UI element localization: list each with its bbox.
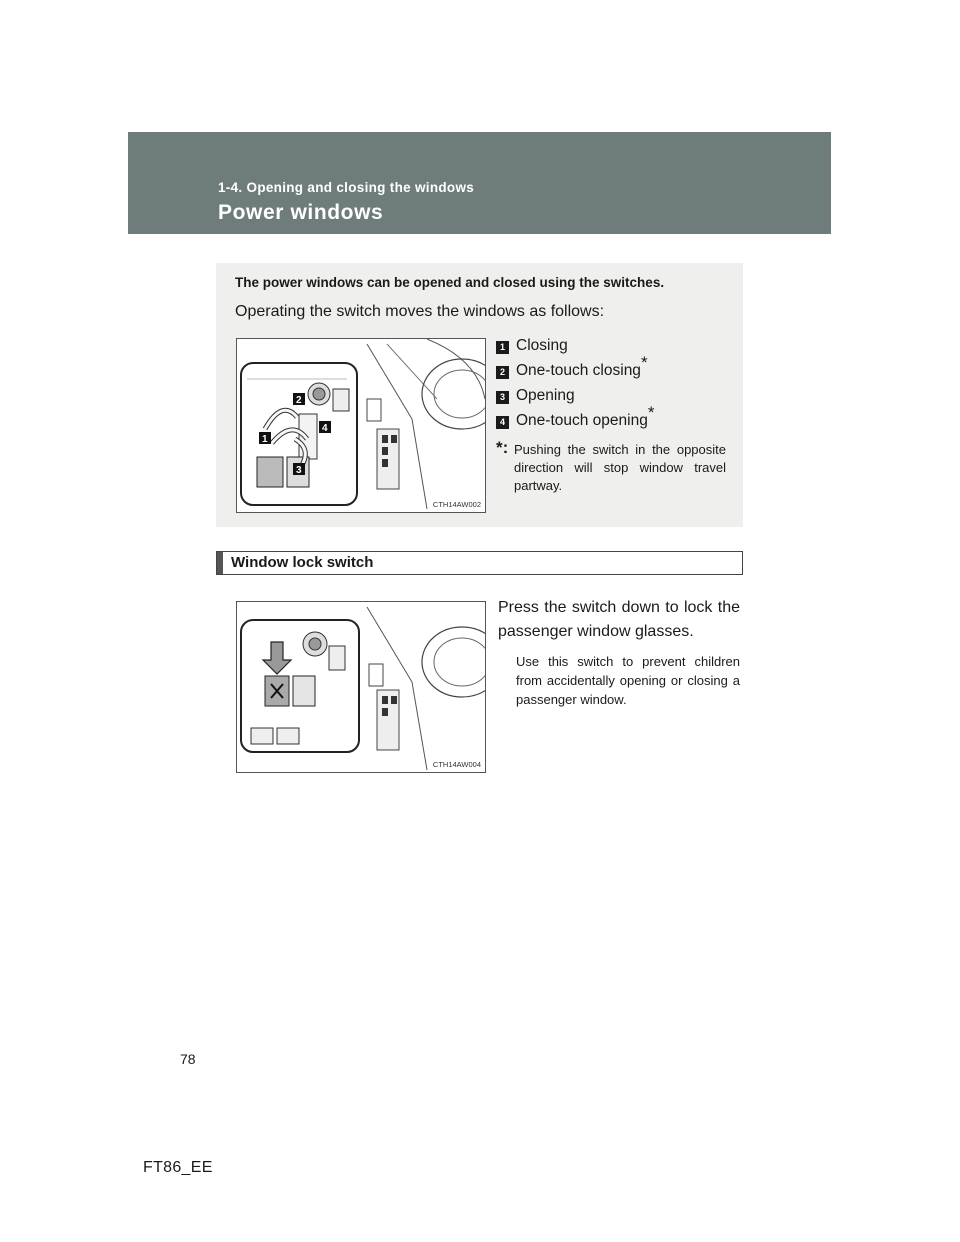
intro-text: The power windows can be opened and closed using the switches.	[235, 275, 665, 290]
lead-text: Operating the switch moves the windows as follows:	[235, 303, 605, 320]
window-lock-switch-figure	[236, 601, 486, 773]
legend-item-one-touch-opening	[496, 402, 726, 437]
legend-label: One-touch closing*	[516, 352, 648, 379]
power-window-switch-figure	[236, 338, 486, 513]
legend-label: One-touch opening*	[516, 402, 655, 429]
svg-text:2: 2	[296, 395, 302, 406]
lock-switch-illustration	[237, 602, 485, 772]
number-badge: 4	[496, 416, 509, 429]
legend-label: Closing	[516, 337, 568, 354]
legend-item-closing	[496, 337, 726, 362]
legend-item-opening	[496, 387, 726, 412]
heading-bar	[217, 552, 223, 574]
number-badge: 3	[496, 391, 509, 404]
svg-text:3: 3	[296, 465, 302, 476]
svg-text:1: 1	[262, 434, 268, 445]
number-badge: 1	[496, 341, 509, 354]
page-title: Power windows	[218, 201, 384, 224]
figure-code: CTH14AW004	[432, 760, 481, 769]
page-number: 78	[180, 1051, 196, 1067]
legend	[496, 337, 726, 495]
figure-code: CTH14AW002	[432, 500, 481, 509]
lock-note-text: Use this switch to prevent children from accidentally opening or closing a passenger window.	[516, 654, 740, 707]
legend-item-one-touch-closing	[496, 352, 726, 387]
number-badge: 2	[496, 366, 509, 379]
svg-text:4: 4	[322, 423, 328, 434]
lock-body-text: Press the switch down to lock the passenger window glasses.	[498, 599, 740, 640]
footnote-mark: *:	[496, 438, 509, 457]
switch-illustration	[237, 339, 485, 512]
heading-text: Window lock switch	[231, 554, 374, 571]
legend-label: Opening	[516, 387, 575, 404]
section-label: 1-4. Opening and closing the windows	[218, 180, 475, 195]
info-box	[216, 263, 743, 527]
footnote	[496, 438, 726, 495]
footnote-text: Pushing the switch in the opposite direction will stop window travel partway.	[514, 442, 726, 493]
window-lock-heading	[216, 551, 743, 575]
document-code: FT86_EE	[143, 1159, 213, 1176]
page-header	[128, 132, 831, 234]
